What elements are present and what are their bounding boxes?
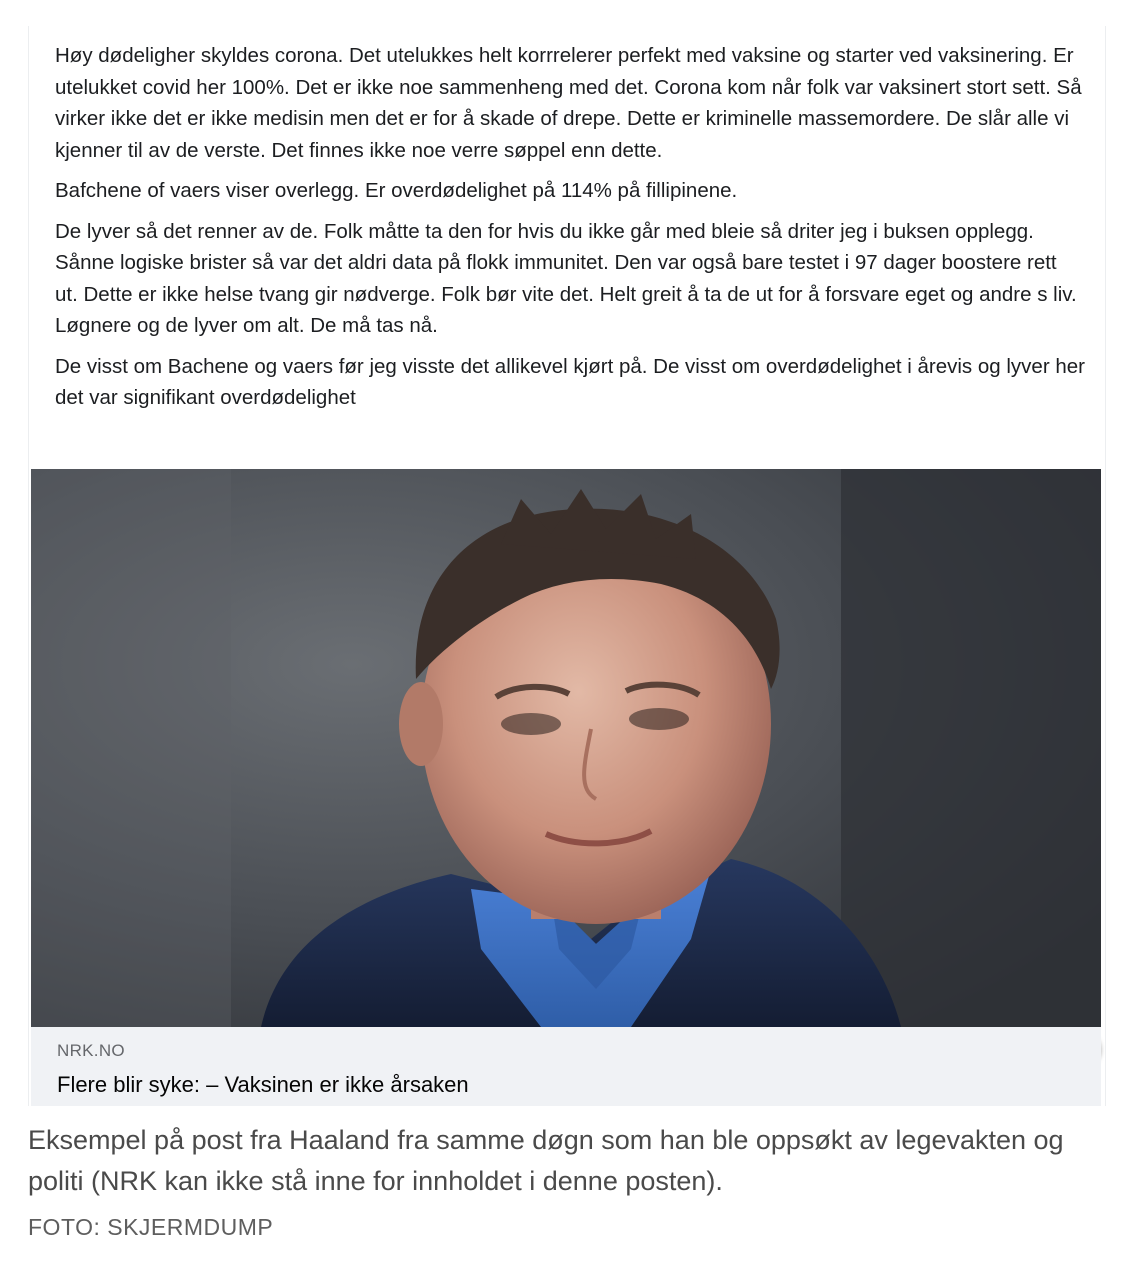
post-paragraph: Høy dødeligher skyldes corona. Det utelukkes helt korrrelerer perfekt med vaksine og starter ved vaksinering. Er utelukket covid her 100%. Det er ikke noe sammenheng med det. Corona kom når folk var vaksinert stort sett. Så virker ikke det er ikke medisin men det er for å skade of drepe. Dette er kriminelle massemordere. De slår alle vi kjenner til av de verste. Det finnes ikke noe verre søppel enn dette. — [55, 44, 1082, 162]
post-paragraph: De visst om Bachene og vaers før jeg visste det allikevel kjørt på. De visst om overdødelighet i årevis og lyver her det var signifikant overdødelighet — [55, 354, 1085, 409]
photo-credit: FOTO: SKJERMDUMP — [28, 1214, 274, 1240]
link-preview-meta[interactable] — [31, 1027, 1101, 1106]
post-paragraph: Bafchene of vaers viser overlegg. Er overdødelighet på 114% på fillipinene. — [55, 179, 738, 202]
post-paragraph: De lyver så det renner av de. Folk måtte ta den for hvis du ikke går med bleie så driter jeg i buksen opplegg. Sånne logiske brister så var det aldri data på flokk immunitet. Den var også bare testet i 97 dager boostere rett ut. Dette er ikke helse tvang gir nødverge. Folk bør vite det. Helt greit å ta de ut for å forsvare eget og andre s liv. Løgnere og de lyver om alt. De må tas nå. — [55, 219, 1077, 337]
facebook-post-screenshot — [28, 26, 1106, 1106]
link-preview-image[interactable] — [31, 469, 1101, 1027]
image-caption: Eksempel på post fra Haaland fra samme døgn som han ble oppsøkt av legevakten og politi (NRK kan ikke stå inne for innholdet i denne posten). — [28, 1125, 1064, 1196]
link-title[interactable]: Flere blir syke: – Vaksinen er ikke årsaken — [57, 1072, 469, 1097]
link-domain: NRK.NO — [57, 1041, 125, 1060]
post-text — [55, 40, 1085, 423]
